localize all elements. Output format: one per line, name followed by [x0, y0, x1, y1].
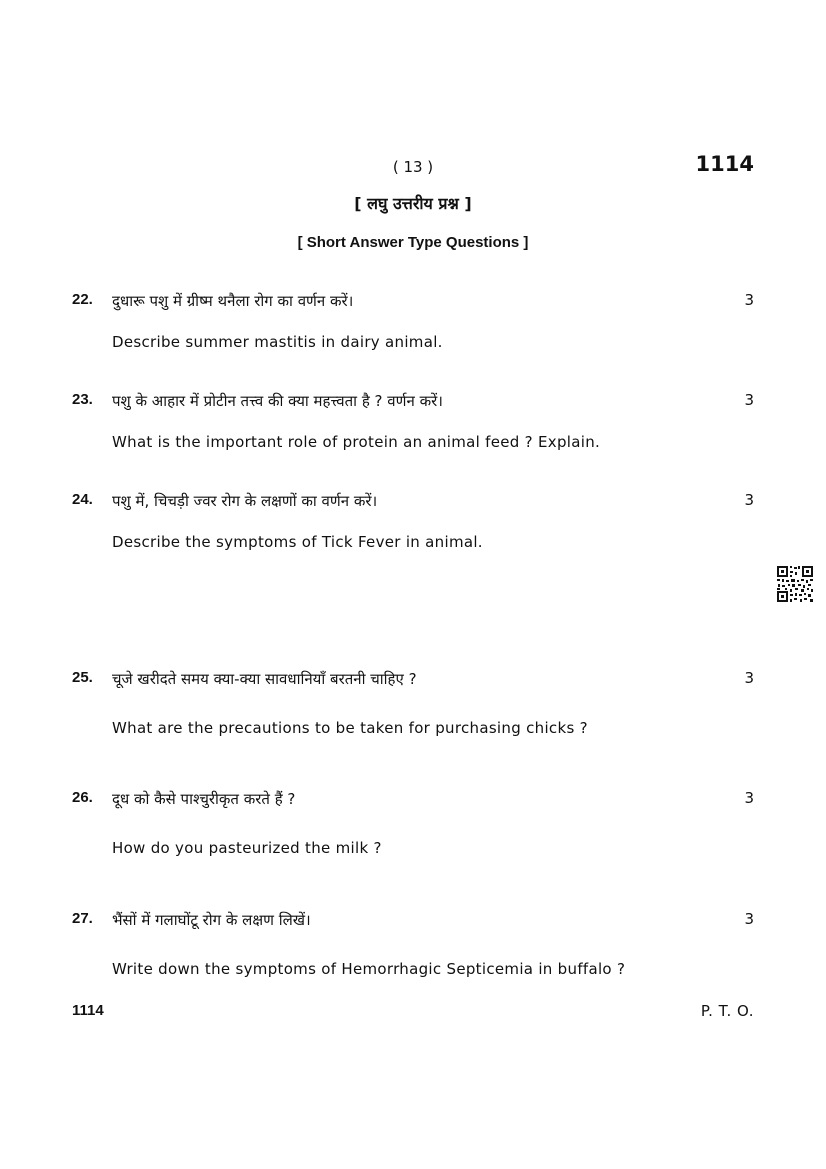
question-marks: 3 — [744, 291, 754, 309]
question-marks: 3 — [744, 669, 754, 687]
question-number: 25. — [72, 669, 93, 686]
question-23 — [72, 391, 756, 451]
question-number: 26. — [72, 789, 93, 806]
question-number: 23. — [72, 391, 93, 408]
question-text-hindi: पशु में, चिचड़ी ज्वर रोग के लक्षणों का वर्णन करें। — [112, 492, 378, 510]
question-text-hindi: चूजे खरीदते समय क्या-क्या सावधानियाँ बरतनी चाहिए ? — [112, 670, 417, 688]
question-text-english: Describe the symptoms of Tick Fever in animal. — [112, 533, 483, 551]
footer-pto: P. T. O. — [700, 1002, 754, 1020]
section-title-hindi: [ लघु उत्तरीय प्रश्न ] — [354, 194, 472, 213]
question-25 — [72, 669, 756, 737]
question-24 — [72, 491, 756, 551]
page-number: ( 13 ) — [392, 158, 434, 176]
question-text-hindi: दुधारू पशु में ग्रीष्म थनैला रोग का वर्णन करें। — [112, 292, 354, 310]
qr-code-icon — [776, 565, 814, 603]
footer-paper-code: 1114 — [72, 1002, 104, 1019]
question-number: 24. — [72, 491, 93, 508]
question-text-english: How do you pasteurized the milk ? — [112, 839, 382, 857]
question-text-english: What is the important role of protein an animal feed ? Explain. — [112, 433, 601, 451]
question-number: 27. — [72, 910, 93, 927]
question-text-english: Describe summer mastitis in dairy animal. — [112, 333, 443, 351]
question-number: 22. — [72, 291, 93, 308]
question-text-hindi: भैंसों में गलाघोंटू रोग के लक्षण लिखें। — [112, 911, 311, 929]
paper-code-header: 1114 — [695, 152, 754, 176]
question-text-english: What are the precautions to be taken for purchasing chicks ? — [112, 719, 588, 737]
question-marks: 3 — [744, 910, 754, 928]
question-text-english: Write down the symptoms of Hemorrhagic Septicemia in buffalo ? — [112, 960, 626, 978]
question-26 — [72, 789, 756, 857]
question-text-hindi: पशु के आहार में प्रोटीन तत्त्व की क्या महत्त्वता है ? वर्णन करें। — [112, 392, 443, 410]
question-text-hindi: दूध को कैसे पाश्चुरीकृत करते हैं ? — [112, 790, 296, 808]
question-22 — [72, 291, 756, 351]
question-marks: 3 — [744, 789, 754, 807]
question-marks: 3 — [744, 491, 754, 509]
question-27 — [72, 910, 756, 978]
section-title-english: [ Short Answer Type Questions ] — [297, 234, 529, 251]
question-marks: 3 — [744, 391, 754, 409]
